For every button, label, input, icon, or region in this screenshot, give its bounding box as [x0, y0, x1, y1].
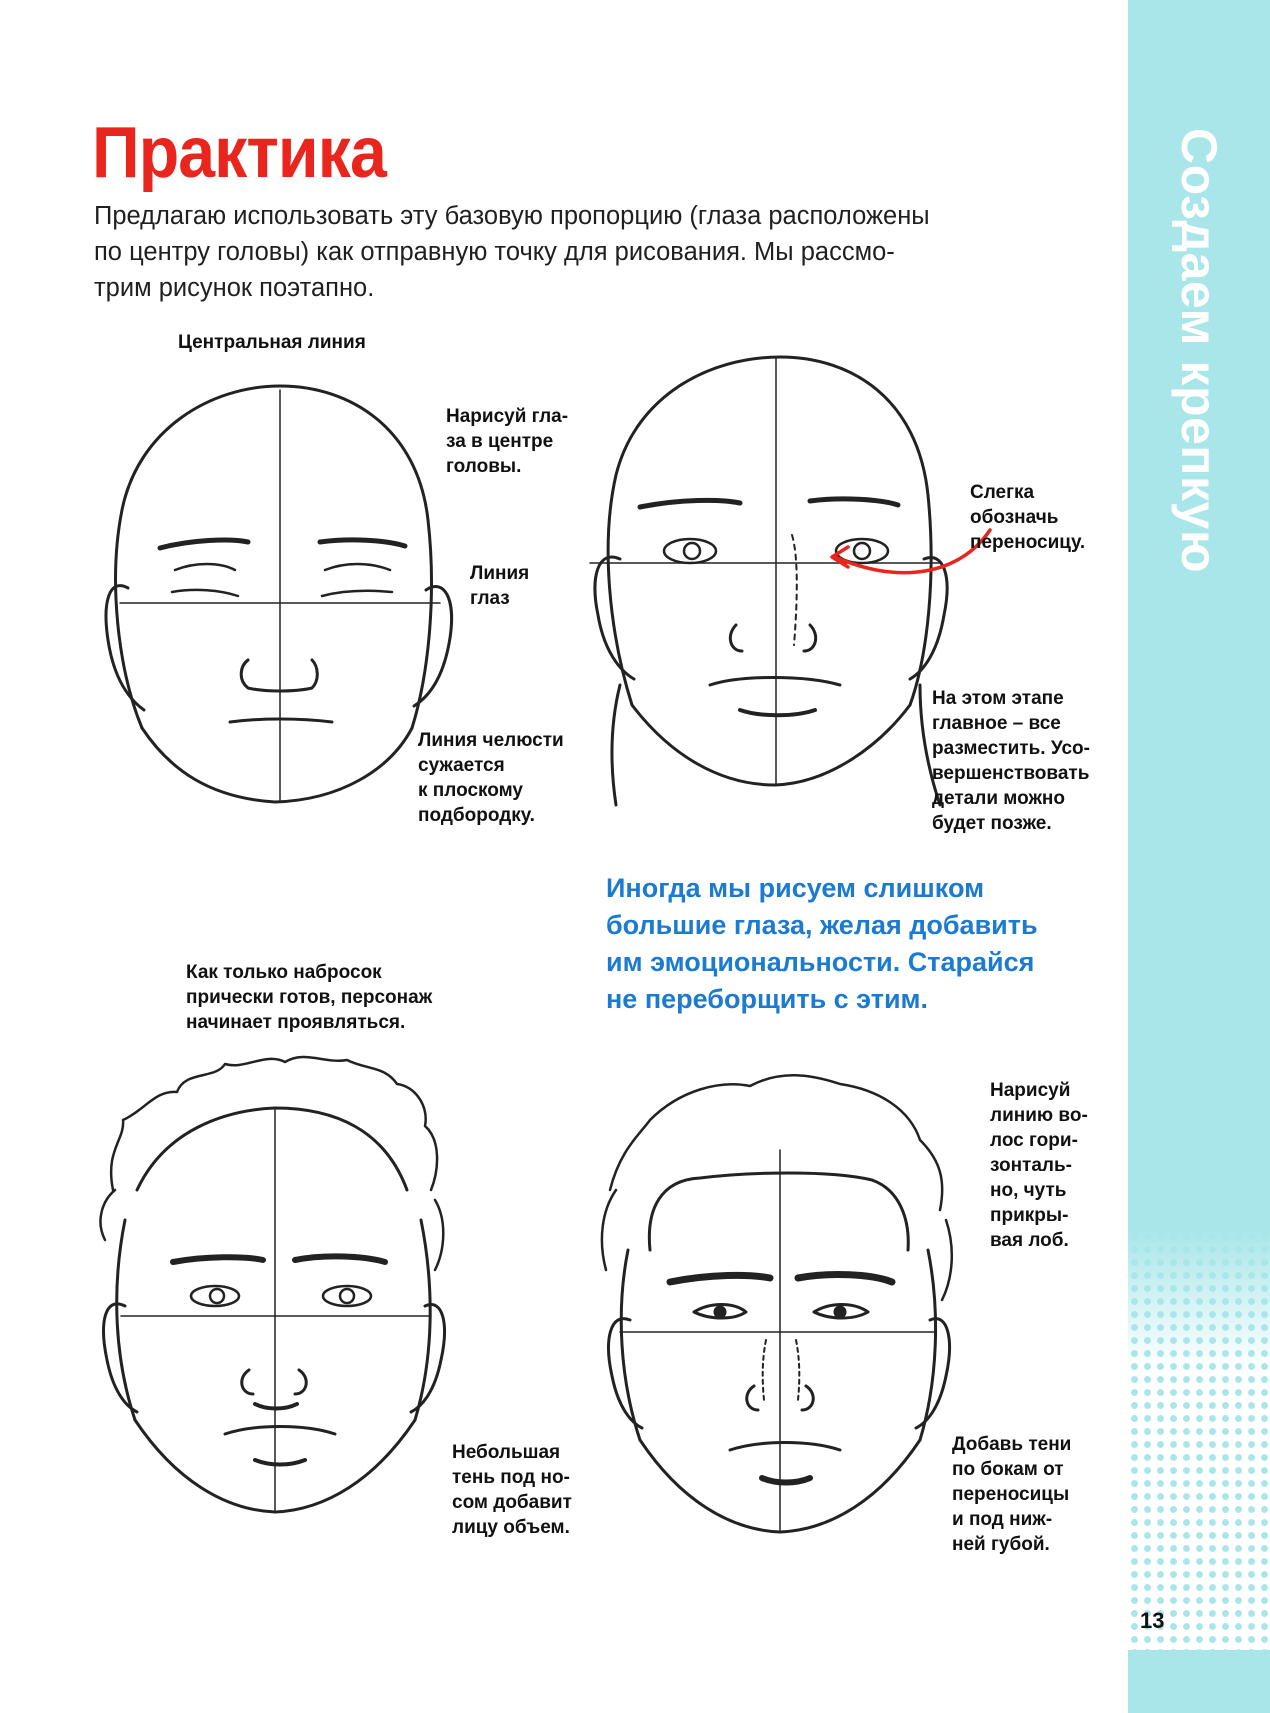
tip-callout: Иногда мы рисуем слишком большие глаза, желая добавить им эмоциональности. Старайся не переборщить с этим.: [606, 873, 1038, 1014]
note-hair-line: Нарисуй линию во- лос гори- зонталь- но, чуть прикры- вая лоб.: [990, 1080, 1088, 1251]
face-drawing-finished: [590, 1050, 970, 1630]
page-number: 13: [1140, 1608, 1165, 1633]
intro-line: трим рисунок поэтапно.: [94, 274, 375, 302]
note-eye-line: Линия глаз: [470, 563, 530, 609]
note-nose-shadow: Небольшая тень под но- сом добавит лицу объем.: [452, 1442, 572, 1538]
note-stage-main: На этом этапе главное – все разместить. Усо- вершенствовать детали можно будет позже.: [932, 688, 1090, 834]
note-side-shadows: Добавь тени по бокам от переносицы и под ниж- ней губой.: [952, 1434, 1072, 1555]
intro-line: по центру головы) как отправную точку для рисования. Мы рассмо-: [94, 238, 895, 266]
intro-line: Предлагаю использовать эту базовую пропорцию (глаза расположены: [94, 202, 930, 230]
page-title: Практика: [92, 113, 386, 193]
note-center-line: Центральная линия: [178, 332, 366, 353]
note-jaw-line: Линия челюсти сужается к плоскому подбородку.: [418, 730, 564, 826]
note-hair-sketch: Как только набросок прически готов, персонаж начинает проявляться.: [186, 962, 433, 1033]
face-drawing-basic: [100, 370, 460, 830]
note-nose-bridge: Слегка обозначь переносицу.: [970, 482, 1086, 553]
face-drawing-hair-sketch: [85, 1040, 465, 1620]
chapter-side-title: Создаем крепкую основу: [1029, 128, 1227, 574]
intro-paragraph: [94, 198, 1104, 306]
note-eyes-center: Нарисуй гла- за в центре головы.: [446, 406, 569, 477]
